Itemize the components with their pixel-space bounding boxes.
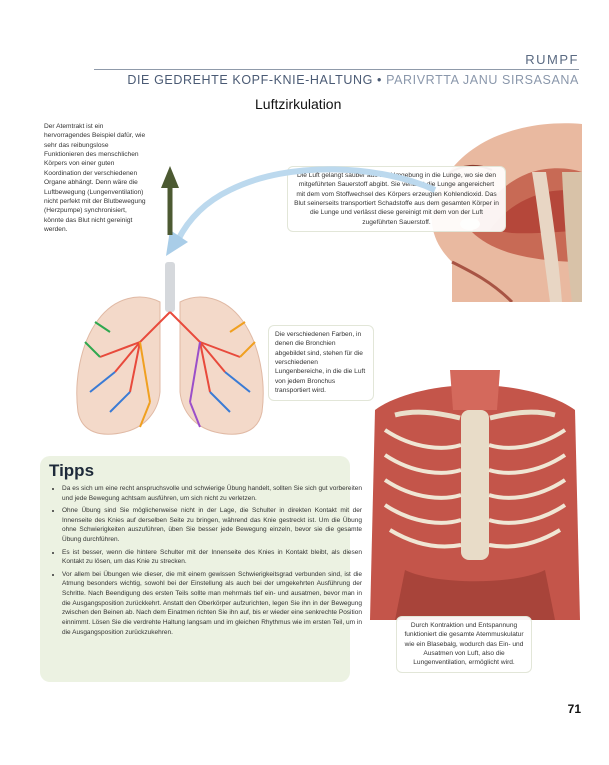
title-separator: • bbox=[377, 73, 382, 87]
pose-sanskrit-title: PARIVRTTA JANU SIRSASANA bbox=[386, 73, 579, 87]
callout-air-exchange: Die Luft gelangt sauber aus der Umgebung in die Lunge, wo sie den mitgeführten Sauerstoff abgibt. Sie verlässt die Lunge angereichert mit dem vom Stoffwechsel des Körpers erzeugten Kohlendioxid. Das Blut seinerseits transportiert Schadstoffe aus dem gesamten Körper in die Lunge und verlässt diese gereinigt mit dem von der Luft zugeführten Sauerstoff. bbox=[287, 166, 506, 232]
respiratory-muscles-illustration bbox=[365, 370, 585, 620]
green-arrow-icon bbox=[161, 166, 179, 188]
pose-title: DIE GEDREHTE KOPF-KNIE-HALTUNG bbox=[127, 73, 373, 87]
tipps-item: • Es ist besser, wenn die hintere Schulter mit der Innenseite des Knies in Kontakt bleibt, als diesen Kontakt zu lösen, um das Knie zu strecken. bbox=[62, 548, 362, 567]
lungs-bronchi-illustration bbox=[70, 262, 270, 442]
callout-bronchi-colors: Die verschiedenen Farben, in denen die Bronchien abgebildet sind, stehen für die verschiedenen Lungenbereiche, in die die Luft von jedem Bronchus transportiert wird. bbox=[268, 325, 374, 401]
tipps-item: • Da es sich um eine recht anspruchsvolle und schwierige Übung handelt, sollten Sie sich gut vorbereiten und jede Bewegung achtsam ausführen, um sich nicht zu verletzen. bbox=[62, 484, 362, 503]
callout-respiratory-muscles: Durch Kontraktion und Entspannung funktioniert die gesamte Atemmuskulatur wie ein Blasebalg, wodurch das Ein- und Ausatmen von Luft, also die Lungenventilation, ermöglicht wird. bbox=[396, 616, 532, 673]
section-label: RUMPF bbox=[525, 52, 579, 67]
tipps-title: Tipps bbox=[49, 461, 95, 480]
page-title bbox=[127, 73, 579, 87]
tipps-item: • Ohne Übung sind Sie möglicherweise nicht in der Lage, die Schulter in direkten Kontakt mit der Innenseite des Knies auf derselben Seite zu bringen, während das Knie gestreckt ist. Um die Übung ohne Schwierigkeiten auszuführen, üben Sie besser jede Bewegung einzeln, bevor sie die gesamte Übung durchführen. bbox=[62, 506, 362, 544]
header-rule bbox=[94, 69, 579, 70]
section-heading: Luftzirkulation bbox=[255, 96, 342, 112]
intro-text: Der Atemtrakt ist ein hervorragendes Beispiel dafür, wie sehr das reibungslose Funktionieren des menschlichen Körpers von einer guten Koordination der verschiedenen Organe abhängt. Denn wäre die Luftbewegung (Lungenventilation) nicht perfekt mit der Blutbewegung (Herzpumpe) synchronisiert, könnte das Blut nicht gereinigt werden. bbox=[44, 123, 146, 233]
air-circulation-arrows bbox=[150, 160, 440, 270]
tipps-item: • Vor allem bei Übungen wie dieser, die mit einem gewissen Schwierigkeitsgrad verbunden sind, ist die Atmung besonders wichtig, sowohl bei der Einstellung als auch bei der umgekehrten Ausführung der Schritte. Nach Beendigung des ersten Teils sollte man mehrmals tief ein- und ausatmen, bevor man in die Ausgangsposition zurückkehrt. Anstatt den Oberkörper aufzurichten, legen Sie ihn in der Bewegung zwischen den Beinen ab. Nach dem Einatmen richten Sie ihn auf, bis er wieder eine senkrechte Position einnimmt. Lösen Sie die verdrehte Haltung langsam und im gleichen Rhythmus wie im ersten Teil, um in die Ausgangsposition zurückzukehren. bbox=[62, 570, 362, 637]
page-number: 71 bbox=[567, 702, 581, 716]
tipps-list bbox=[44, 484, 362, 640]
